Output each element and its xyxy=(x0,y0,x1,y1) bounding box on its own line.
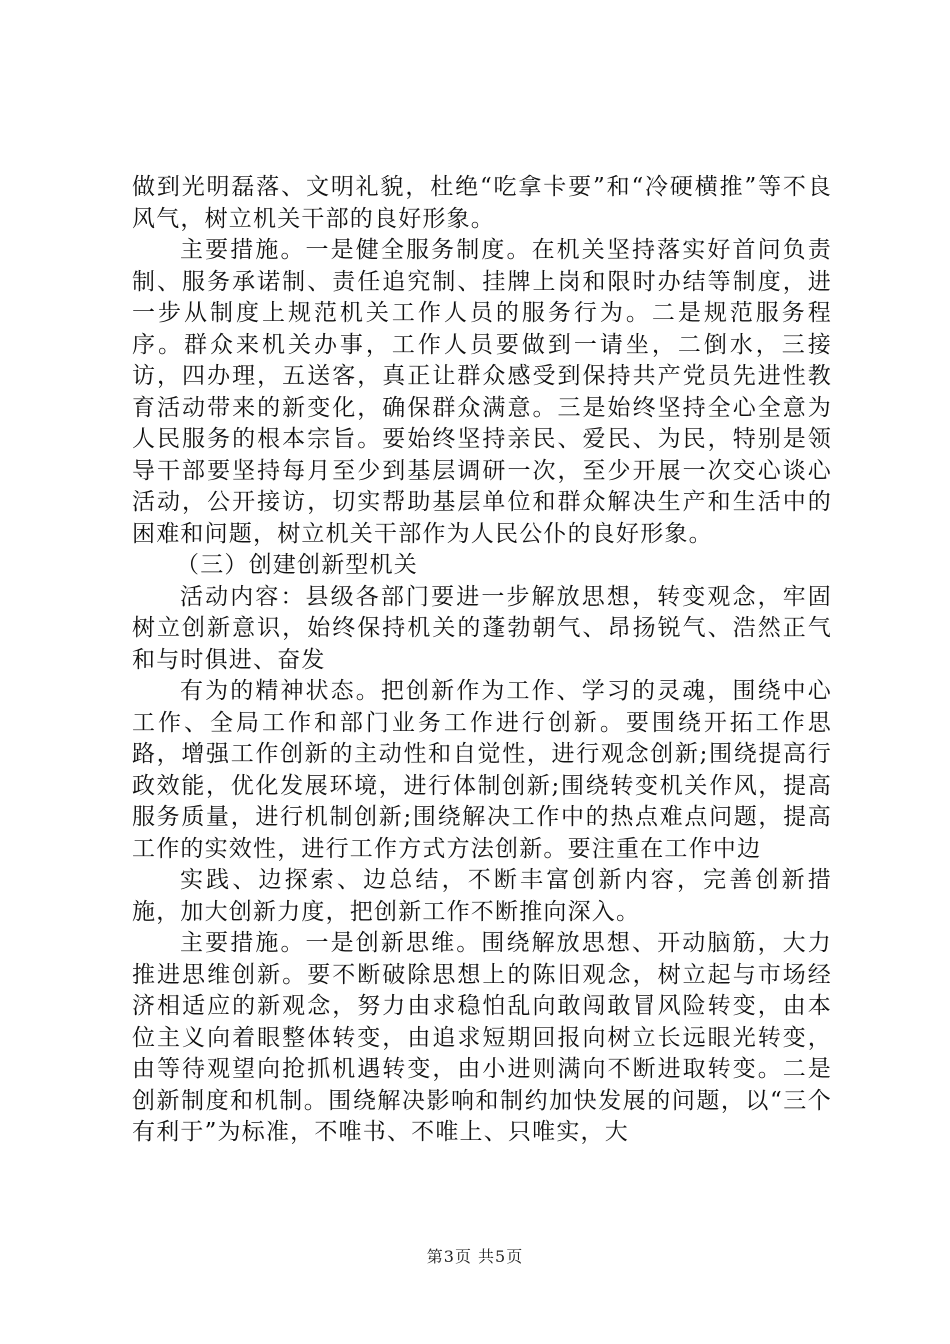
paragraph-activity-content: 活动内容：县级各部门要进一步解放思想，转变观念，牢固树立创新意识，始终保持机关的蓬勃朝气、昂扬锐气、浩然正气和与时俱进、奋发 xyxy=(132,583,832,673)
paragraph-innovation-measures: 主要措施。一是创新思维。围绕解放思想、开动脑筋，大力推进思维创新。要不断破除思想上的陈旧观念，树立起与市场经济相适应的新观念，努力由求稳怕乱向敢闯敢冒风险转变，由本位主义向着眼整体转变，由追求短期回报向树立长远眼光转变，由等待观望向抢抓机遇转变，由小进则满向不断进取转变。二是创新制度和机制。围绕解决影响和制约加快发展的问题，以“三个有利于”为标准，不唯书、不唯上、只唯实，大 xyxy=(132,930,832,1145)
document-body xyxy=(132,172,832,1149)
paragraph-practice: 实践、边探索、边总结，不断丰富创新内容，完善创新措施，加大创新力度，把创新工作不断推向深入。 xyxy=(132,867,832,925)
section-heading: （三）创建创新型机关 xyxy=(176,552,418,578)
page-number-footer: 第3页 共5页 xyxy=(426,1247,524,1266)
paragraph-service-measures: 主要措施。一是健全服务制度。在机关坚持落实好首问负责制、服务承诺制、责任追究制、挂牌上岗和限时办结等制度，进一步从制度上规范机关工作人员的服务行为。二是规范服务程序。群众来机关办事，工作人员要做到一请坐，二倒水，三接访，四办理，五送客，真正让群众感受到保持共产党员先进性教育活动带来的新变化，确保群众满意。三是始终坚持全心全意为人民服务的根本宗旨。要始终坚持亲民、爱民、为民，特别是领导干部要坚持每月至少到基层调研一次，至少开展一次交心谈心活动，公开接访，切实帮助基层单位和群众解决生产和生活中的困难和问题，树立机关干部作为人民公仆的良好形象。 xyxy=(132,237,832,547)
paragraph-continuation: 做到光明磊落、文明礼貌，杜绝“吃拿卡要”和“冷硬横推”等不良风气，树立机关干部的良好形象。 xyxy=(132,174,832,232)
paragraph-innovation-spirit: 有为的精神状态。把创新作为工作、学习的灵魂，围绕中心工作、全局工作和部门业务工作进行创新。要围绕开拓工作思路，增强工作创新的主动性和自觉性，进行观念创新;围绕提高行政效能，优化发展环境，进行体制创新;围绕转变机关作风，提高服务质量，进行机制创新;围绕解决工作中的热点难点问题，提高工作的实效性，进行工作方式方法创新。要注重在工作中边 xyxy=(132,678,832,862)
